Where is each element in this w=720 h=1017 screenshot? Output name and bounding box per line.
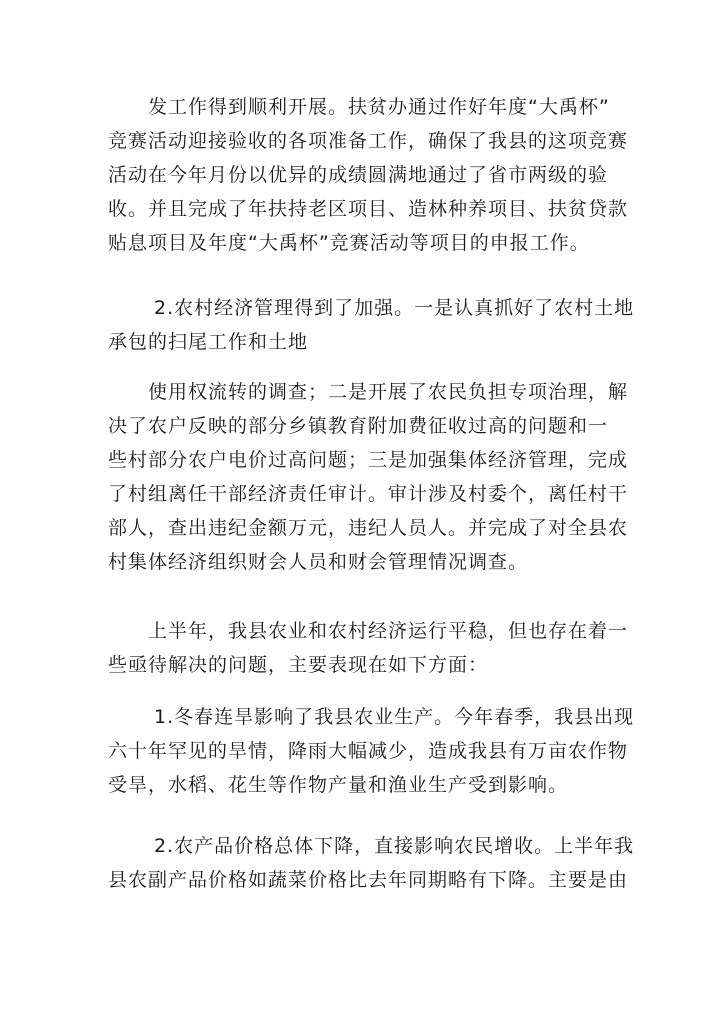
text-line: 2.农村经济管理得到了加强。一是认真抓好了农村土地 [154,297,635,319]
text-line: 使用权流转的调查；二是开展了农民负担专项治理，解 [148,381,629,403]
text-line: 县农副产品价格如蔬菜价格比去年同期略有下降。主要是由 [108,869,629,891]
text-line: 承包的扫尾工作和土地 [108,331,309,353]
text-line: 发工作得到顺利开展。扶贫办通过作好年度“大禹杯” [148,96,610,118]
paragraph-1 [108,90,629,260]
text-line: 竞赛活动迎接验收的各项准备工作，确保了我县的这项竞赛 [108,130,629,152]
text-line: 活动在今年月份以优异的成绩圆满地通过了省市两级的验 [108,164,609,186]
text-line: 些亟待解决的问题，主要表现在如下方面： [108,654,489,676]
text-line: 村集体经济组织财会人员和财会管理情况调查。 [108,551,529,573]
paragraph-3 [108,375,629,579]
text-line: 了村组离任干部经济责任审计。审计涉及村委个，离任村干 [108,483,629,505]
paragraph-2 [108,291,635,359]
text-line: 收。并且完成了年扶持老区项目、造林种养项目、扶贫贷款 [108,198,629,220]
paragraph-6 [108,829,635,897]
paragraph-5 [108,700,635,802]
paragraph-4 [108,614,629,682]
text-line: 1.冬春连旱影响了我县农业生产。今年春季，我县出现 [154,706,635,728]
text-line: 贴息项目及年度“大禹杯”竞赛活动等项目的申报工作。 [108,232,590,254]
text-line: 些村部分农户电价过高问题；三是加强集体经济管理，完成 [108,449,629,471]
text-line: 六十年罕见的旱情，降雨大幅减少，造成我县有万亩农作物 [108,740,629,762]
text-line: 受旱，水稻、花生等作物产量和渔业生产受到影响。 [108,774,569,796]
text-line: 上半年，我县农业和农村经济运行平稳，但也存在着一 [148,620,629,642]
text-line: 部人，查出违纪金额万元，违纪人员人。并完成了对全县农 [108,517,629,539]
text-line: 决了农户反映的部分乡镇教育附加费征收过高的问题和一 [108,415,609,437]
text-line: 2.农产品价格总体下降，直接影响农民增收。上半年我 [154,835,635,857]
